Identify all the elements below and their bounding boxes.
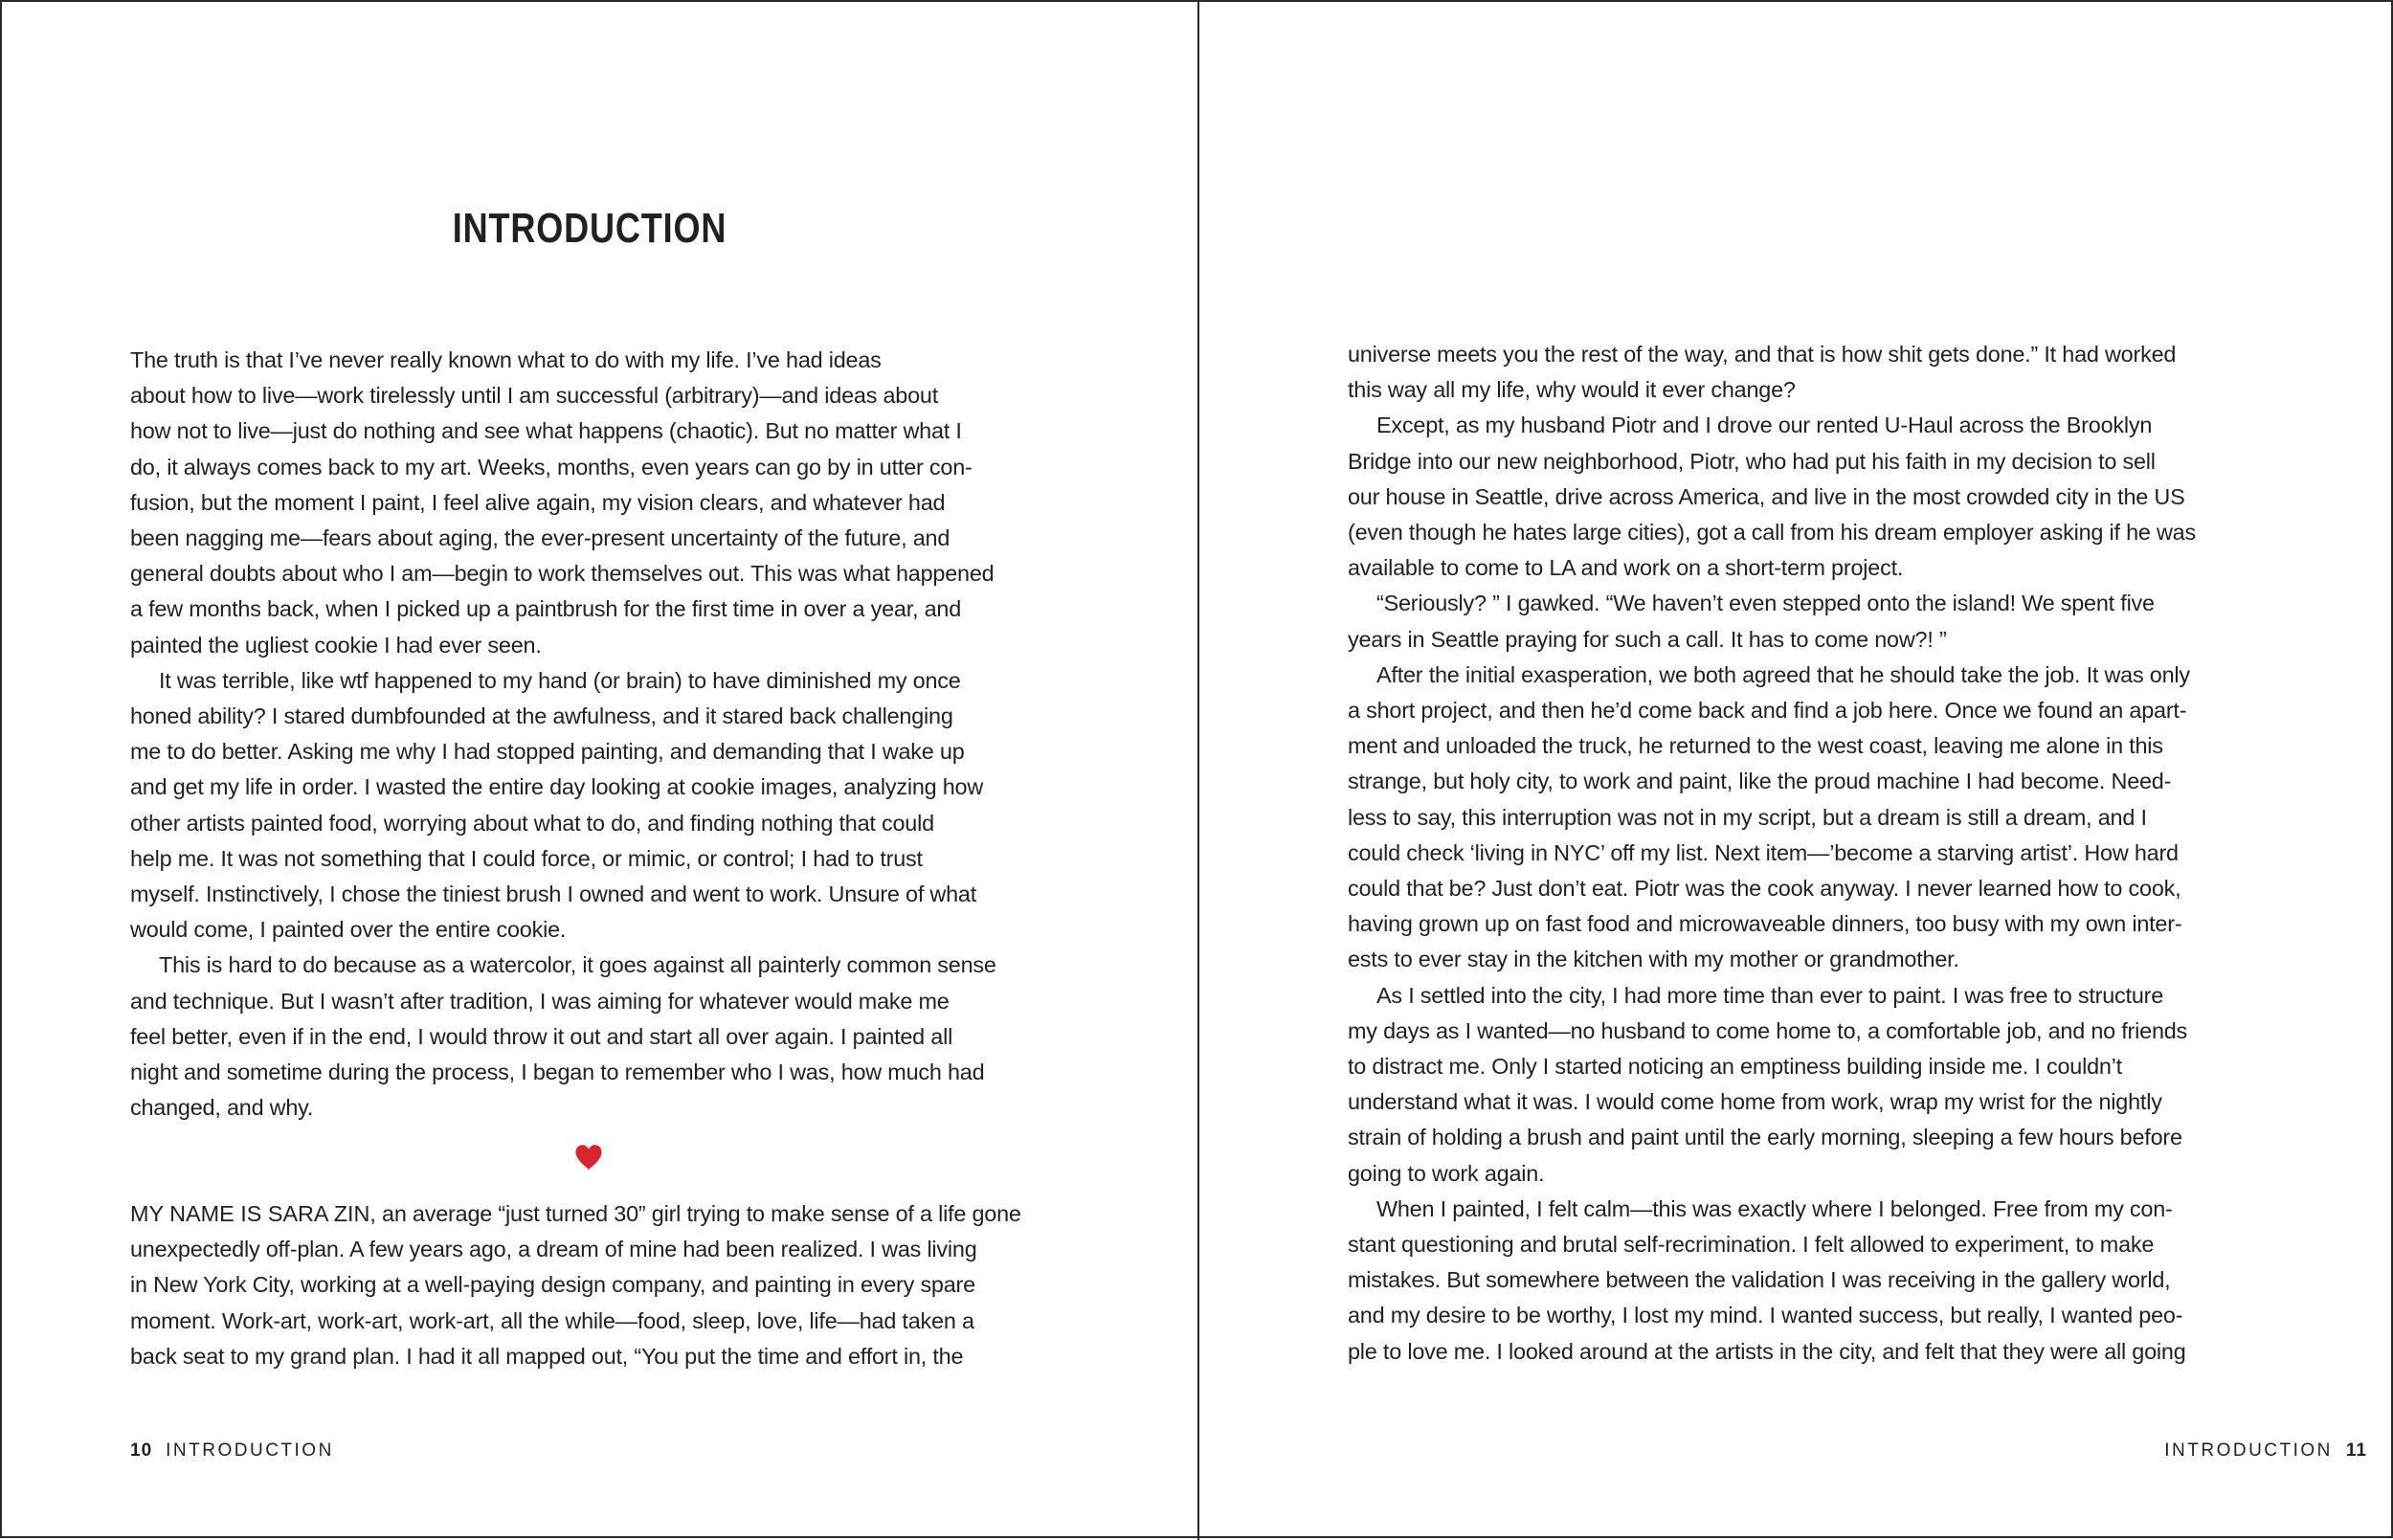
chapter-title: INTRODUCTION <box>452 205 727 252</box>
paragraph-1: The truth is that I’ve never really known what to do with my life. I’ve had ideas about how to live—work tirelessly until I am successful (arbitrary)—and ideas about how not to live—just do nothing and see what happens (chaotic). But no matter what I do, it always comes back to my art. Weeks, months, even years can go by in utter con- fusion, but the moment I paint, I feel alive again, my vision clears, and whatever had been nagging me—fears about aging, the ever-present uncertainty of the future, and general doubts about who I am—begin to work themselves out. This was what happened a few months back, when I picked up a paintbrush for the first time in over a year, and painted the ugliest cookie I had ever seen. <box>130 347 995 658</box>
right-running-head: INTRODUCTION <box>2164 1440 2333 1461</box>
paragraph-5: “Seriously? ” I gawked. “We haven’t even stepped onto the island! We spent five years in Seattle praying for such a call. It has to come now?! ” <box>1348 591 2155 652</box>
right-folio <box>2164 1440 2367 1462</box>
left-page-body <box>130 343 1049 1126</box>
section-paragraph <box>130 1196 1049 1374</box>
left-page <box>2 2 1197 1540</box>
section-text: , an average “just turned 30” girl trying to make sense of a life gone unexpectedly off-plan. A few years ago, a dream of mine had been realized. I was living in New York City, working at a well-paying design company, and painting in every spare moment. Work-art, work-art, work-art, all the while—food, sleep, love, life—had taken a back seat to my grand plan. I had it all mapped out, “You put the time and effort in, the <box>130 1201 1021 1369</box>
heart-icon <box>574 1144 603 1171</box>
continuation-paragraph: universe meets you the rest of the way, and that is how shit gets done.” It had worked this way all my life, why would it ever change? <box>1348 342 2177 403</box>
left-running-head: INTRODUCTION <box>166 1440 334 1461</box>
paragraph-3: This is hard to do because as a watercolor, it goes against all painterly common sense and technique. But I wasn’t after tradition, I was aiming for whatever would make me feel better, even if in the end, I would throw it out and start all over again. I painted all night and sometime during the process, I began to remember who I was, how much had changed, and why. <box>130 952 996 1121</box>
paragraph-8: When I painted, I felt calm—this was exactly where I belonged. Free from my con- stant questioning and brutal self-recrimination. I felt allowed to experiment, to make mistakes. But somewhere between the validation I was receiving in the gallery world, and my desire to be worthy, I lost my mind. I wanted success, but really, I wanted peo- ple to love me. I looked around at the artists in the city, and felt that they were all going <box>1348 1195 2186 1364</box>
section-lead-in: MY NAME IS SARA ZIN <box>130 1201 370 1226</box>
paragraph-2: It was terrible, like wtf happened to my hand (or brain) to have diminished my once honed ability? I stared dumbfounded at the awfulness, and it stared back challenging me to do better. Asking me why I had stopped painting, and demanding that I wake up and get my life in order. I wasted the entire day looking at cookie images, analyzing how other artists painted food, worrying about what to do, and finding nothing that could help me. It was not something that I could force, or mimic, or control; I had to trust myself. Instinctively, I chose the tiniest brush I owned and went to work. Unsure of what would come, I painted over the entire cookie. <box>130 667 984 943</box>
heart-shape <box>575 1145 601 1170</box>
section-body <box>130 1196 1049 1374</box>
paragraph-7: As I settled into the city, I had more time than ever to paint. I was free to structure my days as I wanted—no husband to come home to, a comfortable job, and no friends to distract me. Only I started noticing an emptiness building inside me. I couldn’t understand what it was. I would come home from work, wrap my wrist for the nightly strain of holding a brush and paint until the early morning, sleeping a few hours before going to work again. <box>1348 982 2188 1186</box>
right-page-number: 11 <box>2345 1440 2367 1461</box>
right-page-body <box>1348 337 2267 1370</box>
paragraph-6: After the initial exasperation, we both agreed that he should take the job. It was only a short project, and then he’d come back and find a job here. Once we found an apart- ment and unloaded the truck, he returned to the west coast, leaving me alone in this strange, but holy city, to work and paint, like the proud machine I had become. Need- less to say, this interruption was not in my script, but a dream is still a dream, and I could check ‘living in NYC’ off my list. Next item—’become a starving artist’. How hard could that be? Just don’t eat. Piotr was the cook anyway. I never learned how to cook, having grown up on fast food and microwaveable dinners, too busy with my own inter- ests to ever stay in the kitchen with my mother or grandmother. <box>1348 661 2190 972</box>
paragraph-4: Except, as my husband Piotr and I drove our rented U-Haul across the Brooklyn Bridge into our new neighborhood, Piotr, who had put his faith in my decision to sell our house in Seattle, drive across America, and live in the most crowded city in the US (even though he hates large cities), got a call from his dream employer asking if he was available to come to LA and work on a short-term project. <box>1348 413 2196 581</box>
left-folio <box>130 1440 334 1462</box>
left-page-number: 10 <box>130 1440 153 1461</box>
